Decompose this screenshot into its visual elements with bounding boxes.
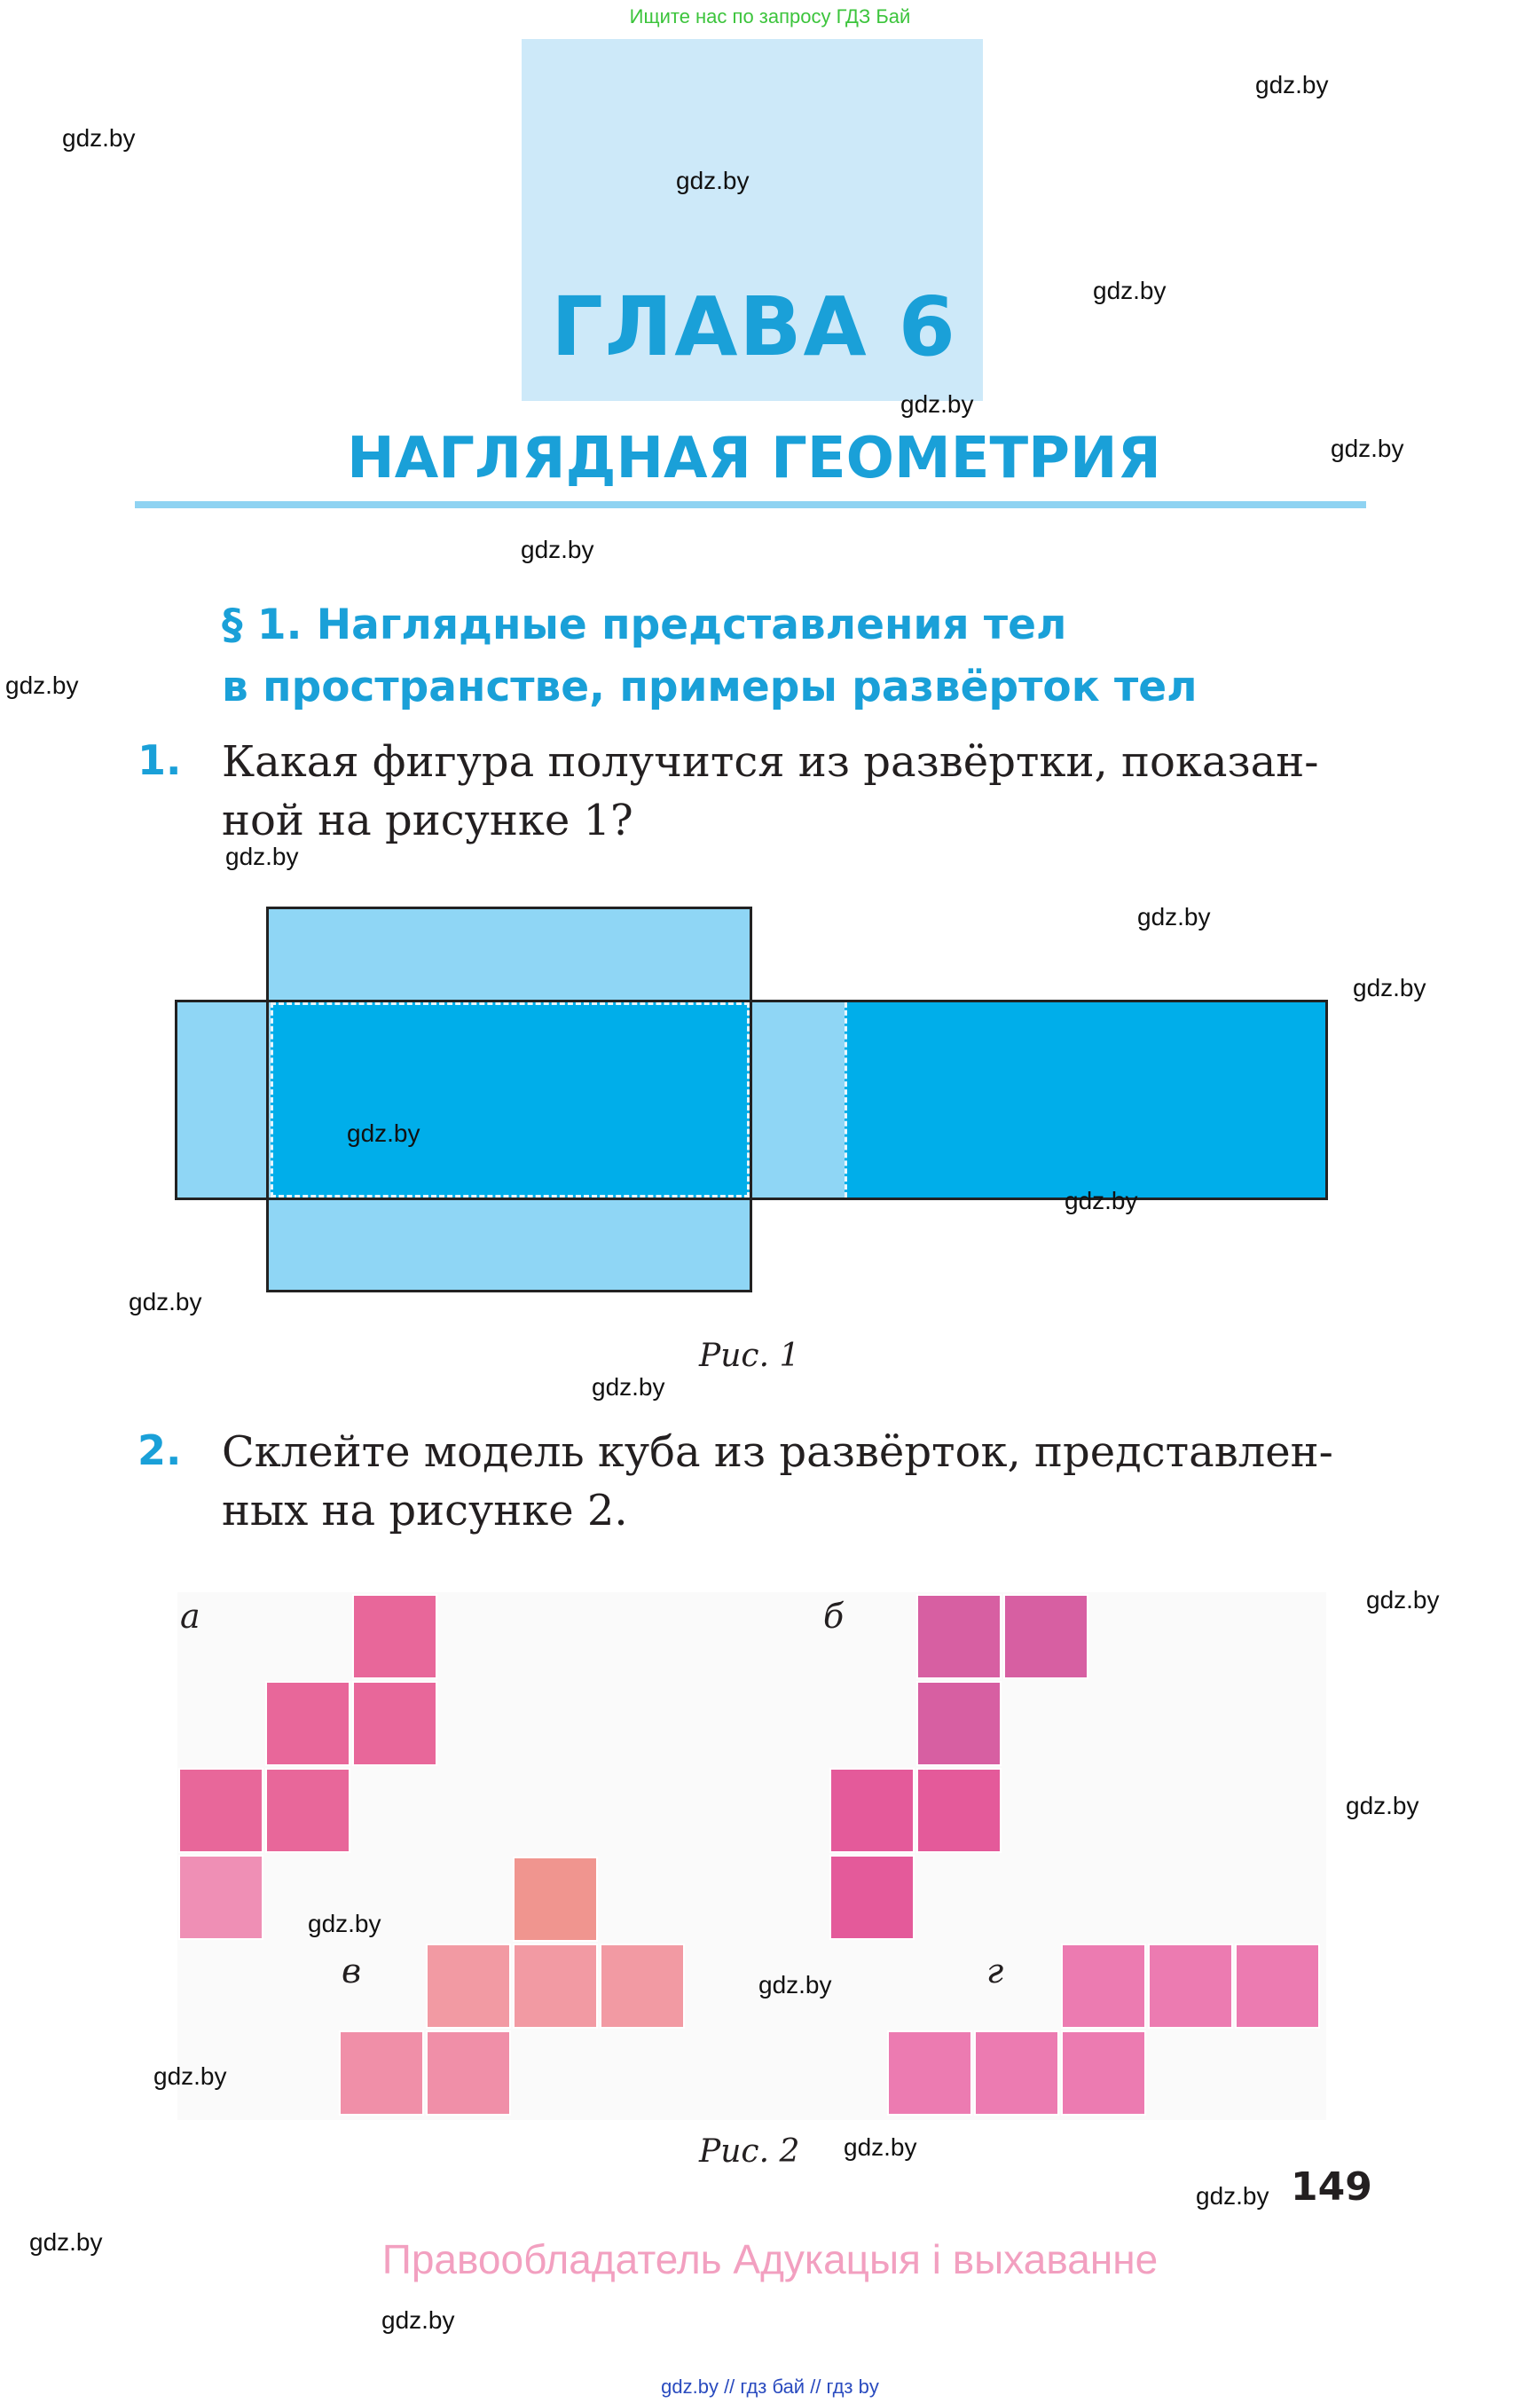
net-outline-vertical [266, 907, 752, 1292]
cube-face [916, 1681, 1002, 1766]
watermark: gdz.by [1366, 1586, 1440, 1614]
watermark: gdz.by [29, 2228, 103, 2256]
watermark: gdz.by [592, 1373, 665, 1401]
cube-face [1235, 1944, 1320, 2029]
task-text-line: ной на рисунке 1? [222, 796, 633, 845]
title-divider [135, 501, 1366, 508]
figure-label-a: а [180, 1597, 200, 1636]
cube-face [600, 1944, 685, 2029]
section-heading-line1: § 1. Наглядные представления тел [222, 601, 1067, 649]
page-number: 149 [1291, 2164, 1372, 2210]
watermark: gdz.by [381, 2306, 455, 2334]
task-number: 1. [138, 736, 182, 784]
section-heading [222, 594, 1198, 719]
watermark: gdz.by [347, 1119, 420, 1147]
watermark: gdz.by [62, 124, 136, 152]
watermark: gdz.by [225, 843, 299, 870]
watermark: gdz.by [153, 2062, 227, 2090]
search-note: Ищите нас по запросу ГДЗ Бай [629, 5, 911, 27]
cube-face [513, 1944, 598, 2029]
watermark: gdz.by [676, 167, 750, 194]
footer-links[interactable]: gdz.by // гдз бай // гдз by [661, 2376, 879, 2398]
cube-face [426, 2030, 511, 2116]
watermark: gdz.by [900, 390, 974, 418]
cube-face [1003, 1594, 1088, 1679]
cube-face [916, 1594, 1002, 1679]
cube-face [178, 1855, 263, 1940]
chapter-title: НАГЛЯДНАЯ ГЕОМЕТРИЯ [347, 426, 1161, 491]
cube-face [265, 1681, 350, 1766]
watermark: gdz.by [1255, 71, 1329, 98]
watermark: gdz.by [129, 1288, 202, 1315]
cube-face [352, 1594, 437, 1679]
task-number: 2. [138, 1426, 182, 1474]
watermark: gdz.by [521, 536, 594, 563]
cube-face [265, 1768, 350, 1853]
figure-2-caption: Рис. 2 [699, 2133, 800, 2170]
cube-face [352, 1681, 437, 1766]
figure-label-v: в [342, 1951, 362, 1991]
watermark: gdz.by [844, 2133, 917, 2161]
cube-face [1148, 1944, 1233, 2029]
figure-label-b: б [823, 1597, 845, 1636]
cube-face [829, 1768, 915, 1853]
watermark: gdz.by [5, 671, 79, 699]
task-text [222, 1423, 1333, 1540]
figure-label-g: г [986, 1951, 1004, 1991]
task-text-line: Какая фигура получится из развёртки, показан- [222, 737, 1319, 787]
cube-face [426, 1944, 511, 2029]
watermark: gdz.by [1331, 435, 1404, 462]
cube-face [1061, 1944, 1146, 2029]
cube-face [974, 2030, 1059, 2116]
watermark: gdz.by [1093, 277, 1167, 304]
task-text-line: Склейте модель куба из развёрток, представлен- [222, 1427, 1333, 1477]
cube-face [916, 1768, 1002, 1853]
figure-1-caption: Рис. 1 [699, 1338, 800, 1374]
task-text-line: ных на рисунке 2. [222, 1486, 628, 1535]
watermark: gdz.by [1065, 1187, 1138, 1214]
cube-face [829, 1855, 915, 1940]
watermark: gdz.by [308, 1910, 381, 1937]
cube-face [339, 2030, 424, 2116]
watermark: gdz.by [1137, 903, 1211, 931]
cube-face [178, 1768, 263, 1853]
task-text [222, 733, 1319, 850]
cube-face [1061, 2030, 1146, 2116]
net-face-back [845, 1002, 1325, 1198]
copyright-notice: Правообладатель Адукацыя і выхаванне [381, 2236, 1159, 2282]
watermark: gdz.by [758, 1971, 832, 1999]
cube-face [513, 1857, 598, 1942]
section-heading-line2: в пространстве, примеры развёрток тел [222, 663, 1198, 711]
watermark: gdz.by [1346, 1792, 1419, 1819]
watermark: gdz.by [1196, 2182, 1269, 2210]
cube-face [887, 2030, 972, 2116]
chapter-label: ГЛАВА 6 [551, 279, 957, 374]
watermark: gdz.by [1353, 974, 1426, 1001]
